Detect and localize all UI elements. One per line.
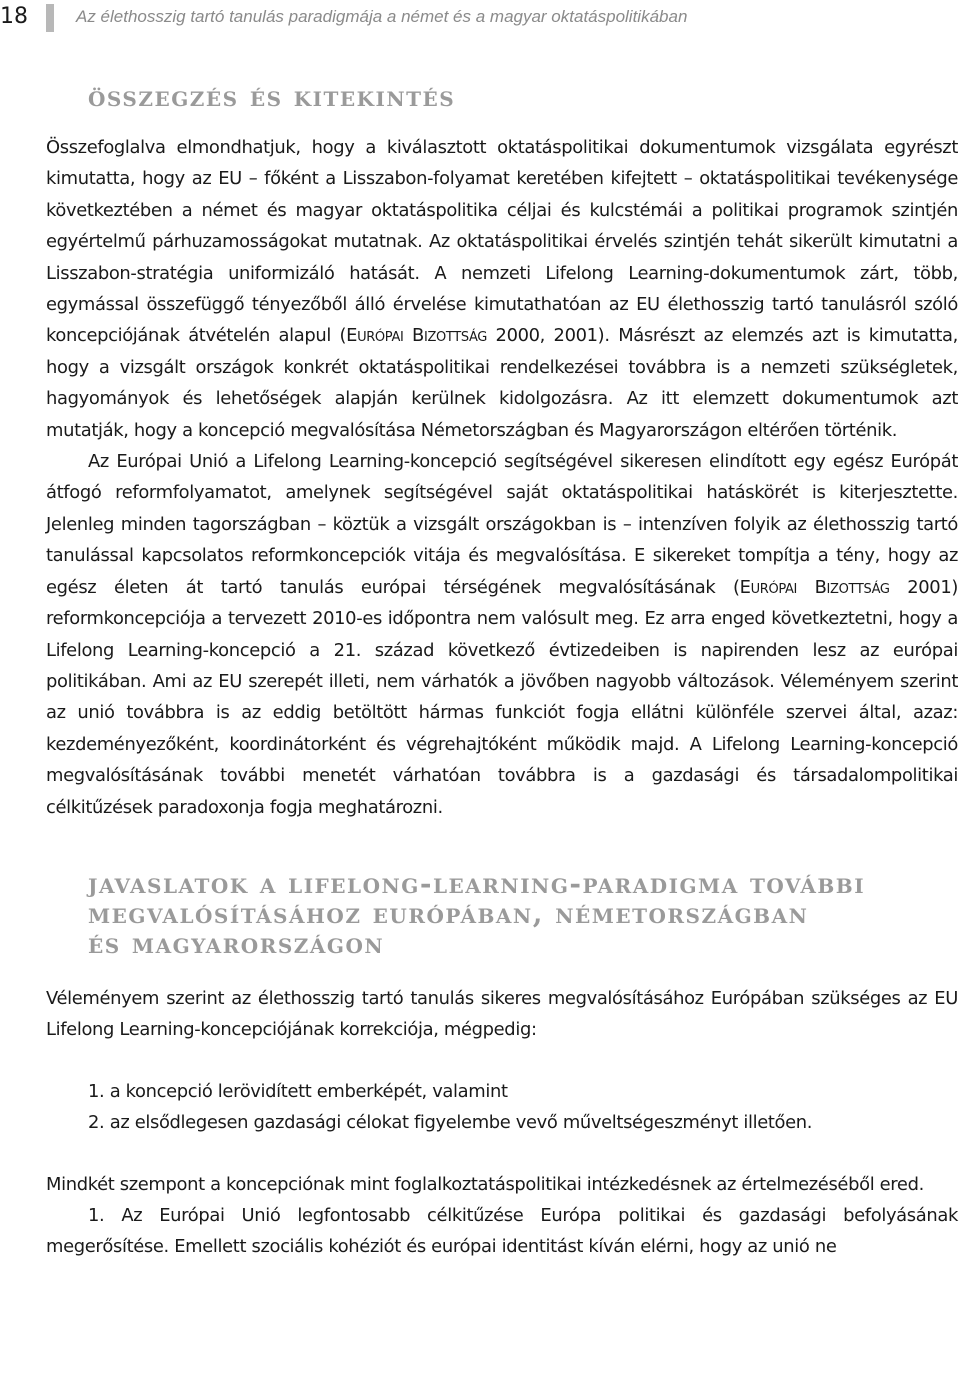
- paragraph-proposals-intro: Véleményem szerint az élethosszig tartó tanulás sikeres megvalósításához Európában szükséges az EU Lifelong Learning-koncepciójának korrekciója, mégpedig:: [46, 987, 958, 1041]
- paragraph-text: 2001) reformkoncepciója a tervezett 2010-es időpontra nem valósult meg. Ez arra enged következtetni, hogy a Lifelong Learning-koncepció a 21. század következő évtizedeiben is napirenden lesz az európai politikában. Ami az EU szerepét illeti, nem várhatók a jövőben nagyobb változások. Véleményem szerint az unió továbbra is az eddig betöltött hármas funkciót fogja ellátni különféle szervei által, azaz: kezdeményezőként, koordinátorként és végrehajtóként működik majd. A Lifelong Learning-koncepció megvalósításának további menetét várhatóan továbbra is a gazdasági és társadalompolitikai célkitűzések paradoxonja fogja meghatározni.: [46, 576, 958, 818]
- paragraph-proposals-4: 1. Az Európai Unió legfontosabb célkitűzése Európa politikai és gazdasági befolyásának megerősítése. Emellett szociális kohéziót és európai identitást kíván elérni, hogy az unió ne: [46, 1204, 958, 1258]
- paragraph-proposals-3: Mindkét szempont a koncepciónak mint foglalkoztatáspolitikai intézkedésnek az értelmezéséből ered.: [46, 1173, 924, 1195]
- page-number: 18: [0, 4, 28, 29]
- citation-author: Európai Bizottság: [739, 576, 890, 598]
- page-header: [0, 0, 960, 40]
- paragraph-text: Az Európai Unió a Lifelong Learning-koncepció segítségével sikeresen elindított egy egész Európát átfogó reformfolyamatot, amelynek segítségével saját oktatáspolitikai hatáskörét is kiterjesztette. Jelenleg minden tagországban – köztük a vizsgált országokban is – intenzíven folyik az élethosszig tartó tanulással kapcsolatos reformkoncepciók vitája és megvalósítása. E sikereket tompítja a tény, hogy az egész életen át tartó tanulás európai térségének megvalósításának (: [46, 451, 958, 598]
- list-item: 1. a koncepció lerövidített emberképét, valamint: [88, 1080, 508, 1102]
- paragraph-text: 2000, 2001). Másrészt az elemzés azt is kimutatta, hogy a vizsgált országok konkrét oktatáspolitikai rendelkezései továbbra is a nemzeti szükségletek, hagyományok és lehetőségek alapján kerülnek kidolgozásra. Az itt elemzett dokumentumok azt mutatják, hogy a koncepció megvalósítása Németországban és Magyarországon eltérően történik.: [46, 325, 958, 441]
- page-body: [46, 82, 958, 1263]
- paragraph-summary-2: [46, 446, 958, 823]
- running-head: Az élethosszig tartó tanulás paradigmája a német és a magyar oktatáspolitikában: [76, 7, 688, 26]
- citation-author: Európai Bizottság: [346, 325, 488, 347]
- paragraph-text: Összefoglalva elmondhatjuk, hogy a kiválasztott oktatáspolitikai dokumentumok vizsgálata egyrészt kimutatta, hogy az EU – főként a Lisszabon-folyamat keretében kifejtett – oktatáspolitikai tevékenysége következtében a német és magyar oktatáspolitika céljai és kulcstémái a politikai programok szintjén egyértelmű párhuzamosságokat mutatnak. Az oktatáspolitikai érvelés szintjén tehát sikerült kimutatni a Lisszabon-stratégia uniformizáló hatását. A nemzeti Lifelong Learning-dokumentumok zárt, több, egymással összefüggő tényezőből álló érvelése kimutathatóan az EU élethosszig tartó tanulásról szóló koncepciójának átvételén alapul (: [46, 137, 958, 347]
- section-heading-summary: összegzés és kitekintés: [88, 80, 456, 113]
- list-item: 2. az elsődlegesen gazdasági célokat figyelembe vevő műveltségeszményt illetően.: [88, 1112, 813, 1134]
- heading-line: és magyarországon: [88, 926, 385, 960]
- section-heading-proposals: [46, 866, 958, 960]
- proposal-list: [46, 1076, 958, 1139]
- paragraph-summary-1: [46, 132, 958, 446]
- heading-line: megvalósításához európában, németországban: [88, 896, 809, 930]
- header-divider-bar: [46, 4, 54, 32]
- heading-line: javaslatok a lifelong-learning-paradigma további: [88, 866, 866, 900]
